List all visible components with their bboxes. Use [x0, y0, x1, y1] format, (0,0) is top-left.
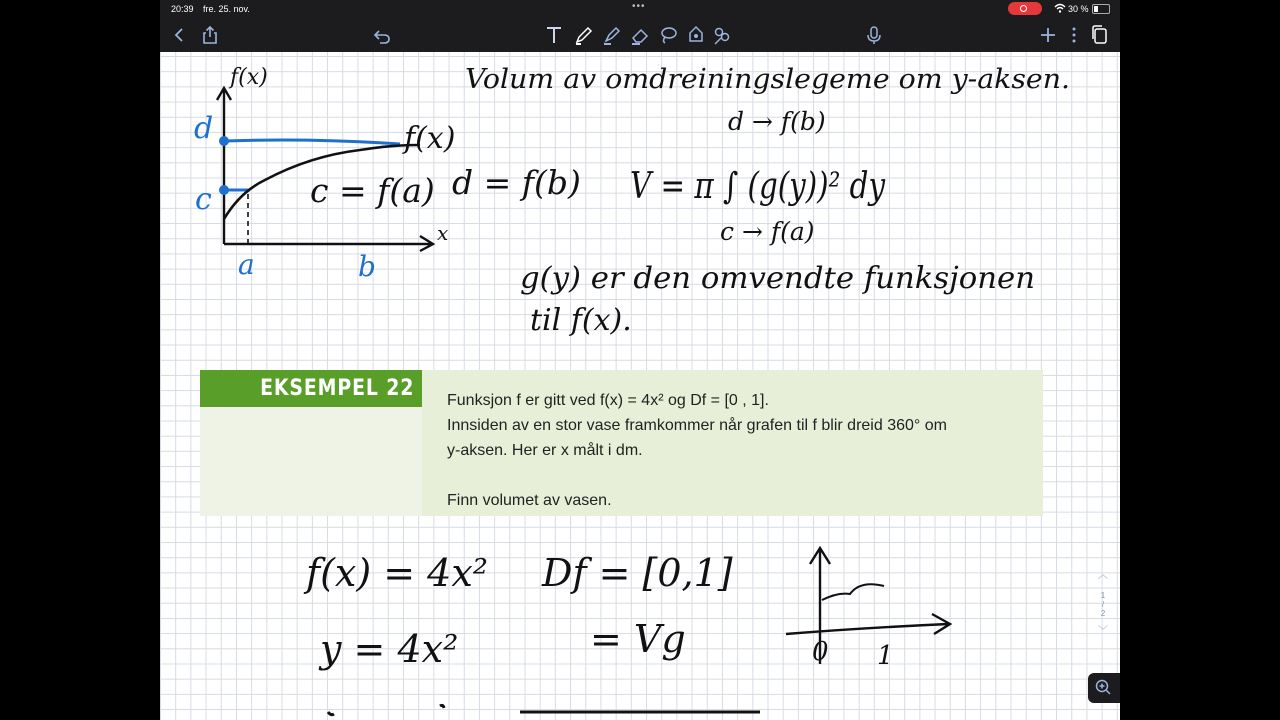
back-icon[interactable] [168, 23, 192, 47]
total-pages: 2 [1100, 609, 1106, 618]
graph-label-a: a [238, 248, 255, 281]
example-tag-panel [200, 407, 422, 516]
note-line-1: g(y) er den omvendte funksjonen [520, 261, 1035, 296]
current-page: 1 [1100, 591, 1106, 600]
image-icon[interactable] [710, 23, 734, 47]
microphone-icon[interactable] [862, 23, 886, 47]
sketch-label-0: 0 [812, 637, 829, 667]
battery-icon [1092, 4, 1110, 14]
pen-icon[interactable] [572, 23, 596, 47]
work-function: f(x) = 4x² [306, 551, 488, 595]
share-icon[interactable] [198, 23, 222, 47]
volume-formula: V = π ∫ (g(y))² dy [630, 166, 886, 207]
notes-app-screen [160, 0, 1120, 720]
partial-ink-bottom [328, 705, 760, 714]
sketch-label-1: 1 [877, 641, 894, 671]
graph-x-axis [224, 236, 433, 251]
work-vg: = Vg [590, 617, 686, 661]
page-indicator[interactable] [1096, 566, 1110, 650]
example-box [200, 370, 1043, 516]
battery-percentage: 30 % [1068, 4, 1089, 14]
screen-recording-icon[interactable] [1008, 2, 1042, 15]
page-up-icon[interactable]: ︿ [1098, 570, 1108, 581]
work-y: y = 4x² [320, 627, 459, 671]
graph-label-c: c [195, 182, 212, 217]
page-separator: / [1101, 600, 1105, 609]
status-bar [160, 0, 1120, 18]
more-icon[interactable] [1062, 23, 1086, 47]
zoom-button[interactable] [1088, 673, 1120, 703]
highlighter-icon[interactable] [600, 23, 624, 47]
example-line-2: Innsiden av en stor vase framkommer når grafen til f blir dreid 360° om [447, 417, 947, 434]
toolbar [160, 18, 1120, 52]
graph-point-c [219, 185, 229, 195]
wifi-icon [1054, 3, 1066, 15]
graph-y-label: f(x) [230, 65, 268, 90]
upper-limit: d → f(b) [728, 107, 826, 136]
status-time: 20:39 [171, 4, 194, 14]
text-tool-icon[interactable] [542, 23, 566, 47]
graph-label-b: b [358, 250, 376, 283]
graph-label-d: d [194, 111, 214, 146]
example-line-3: y-aksen. Her er x målt i dm. [447, 442, 643, 459]
note-line-2: til f(x). [530, 303, 632, 338]
shapes-icon[interactable] [684, 23, 708, 47]
eraser-icon[interactable] [628, 23, 652, 47]
equation-d: d = f(b) [452, 163, 581, 202]
multitasking-dots-icon[interactable]: ••• [632, 1, 646, 12]
equation-c: c = f(a) [310, 171, 435, 210]
graph-point-d [219, 136, 229, 146]
graph-curve-label: f(x) [404, 121, 456, 156]
undo-icon[interactable] [370, 23, 394, 47]
example-text [447, 388, 1027, 513]
example-tag [200, 370, 422, 407]
work-domain: Df = [0,1] [542, 551, 733, 595]
example-line-4: Finn volumet av vasen. [447, 492, 612, 509]
handwritten-title: Volum av omdreiningslegeme om y-aksen. [465, 64, 1070, 95]
graph-line-d [224, 140, 400, 144]
page-down-icon[interactable]: ﹀ [1098, 626, 1108, 637]
sketch-curve [822, 584, 884, 600]
zoom-icon [1088, 673, 1120, 703]
status-date: fre. 25. nov. [203, 4, 250, 14]
sketch-x-axis [786, 614, 950, 634]
example-tag-text: EKSEMPEL 22 [259, 376, 414, 401]
note-page[interactable] [160, 52, 1120, 720]
graph-y-axis [217, 88, 231, 244]
add-page-icon[interactable] [1036, 23, 1060, 47]
lasso-icon[interactable] [656, 23, 680, 47]
pages-icon[interactable] [1088, 23, 1112, 47]
lower-limit: c → f(a) [720, 217, 815, 246]
graph-x-label: x [437, 221, 449, 245]
example-line-1: Funksjon f er gitt ved f(x) = 4x² og Df = [0 , 1]. [447, 392, 769, 409]
